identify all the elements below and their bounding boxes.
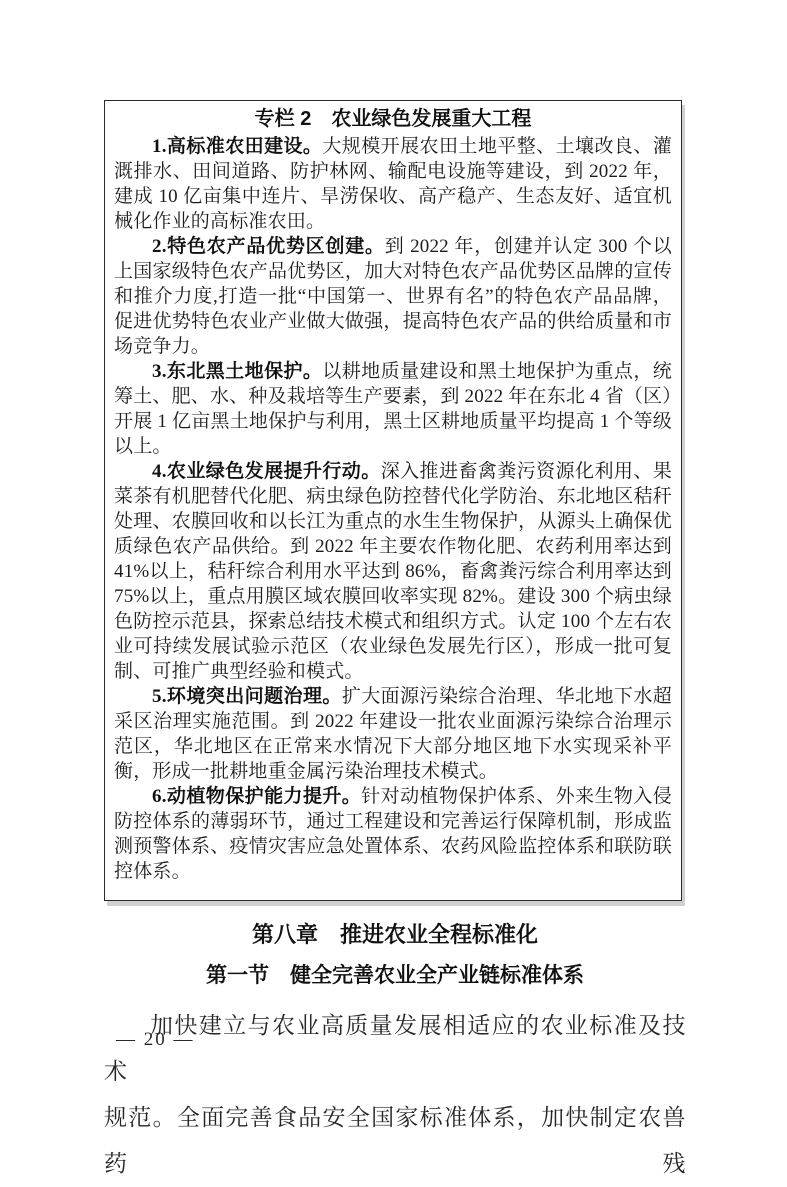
- box-item-5-text: 扩大面源污染综合治理、华北地下水超采区治理实施范围。到 2022 年建设一批农业面源污染综合治理示范区，华北地区在正常来水情况下大部分地区地下水实现采补平衡，形成一批耕地重金属污染治理技术模式。: [114, 686, 672, 782]
- box-item-5: [114, 684, 672, 784]
- body-line-1: 加快建立与农业高质量发展相适应的农业标准及技术: [104, 1013, 686, 1084]
- box-item-1-label: 1.高标准农田建设。: [152, 136, 323, 157]
- box-item-6-text: 针对动植物保护体系、外来生物入侵防控体系的薄弱环节，通过工程建设和完善运行保障机制，形成监测预警体系、疫情灾害应急处置体系、农药风险监控体系和联防联控体系。: [114, 786, 672, 882]
- box-title: 专栏 2 农业绿色发展重大工程: [254, 108, 532, 130]
- box-item-2: [114, 234, 672, 359]
- box-item-2-text: 到 2022 年，创建并认定 300 个以上国家级特色农产品优势区，加大对特色农产品优势区品牌的宣传和推介力度,打造一批“中国第一、世界有名”的特色农产品品牌，促进优势特色农业产业做大做强，提高特色农产品的供给质量和市场竞争力。: [114, 236, 672, 357]
- column-box: [104, 100, 682, 901]
- box-item-4-text: 深入推进畜禽粪污资源化利用、果菜茶有机肥替代化肥、病虫绿色防控替代化学防治、东北地区秸秆处理、农膜回收和以长江为重点的水生生物保护，从源头上确保优质绿色农产品供给。到 2022 年主要农作物化肥、农药利用率达到 41%以上，秸秆综合利用水平达到 86%，畜禽粪污综合利用率达到 75%以上，重点用膜区域农膜回收率实现 82%。建设 300 个病虫绿色防控示范县，探索总结技术模式和组织方式。认定 100 个左右农业可持续发展试验示范区（农业绿色发展先行区），形成一批可复制、可推广典型经验和模式。: [114, 461, 672, 682]
- box-item-3-label: 3.东北黑土地保护。: [152, 361, 323, 382]
- box-item-6-label: 6.动植物保护能力提升。: [152, 786, 362, 807]
- box-item-4-label: 4.农业绿色发展提升行动。: [152, 461, 381, 482]
- box-item-4: [114, 459, 672, 684]
- box-item-1-text: 大规模开展农田土地平整、土壤改良、灌溉排水、田间道路、防护林网、输配电设施等建设，到 2022 年，建成 10 亿亩集中连片、旱涝保收、高产稳产、生态友好、适宜机械化作业的高标准农田。: [114, 136, 672, 232]
- box-item-3: [114, 359, 672, 459]
- page-content: [104, 100, 686, 1187]
- box-item-2-label: 2.特色农产品优势区创建。: [152, 236, 385, 257]
- chapter-heading: 第八章 推进农业全程标准化: [251, 922, 538, 947]
- section-heading: 第一节 健全完善农业全产业链标准体系: [206, 963, 584, 987]
- body-line-2: 规范。全面完善食品安全国家标准体系，加快制定农兽药残: [104, 1105, 686, 1176]
- page-number: — 20 —: [116, 1029, 195, 1050]
- box-item-5-label: 5.环境突出问题治理。: [152, 686, 342, 707]
- box-item-3-text: 以耕地质量建设和黑土地保护为重点，统筹土、肥、水、种及栽培等生产要素，到 2022 年在东北 4 省（区）开展 1 亿亩黑土地保护与利用，黑土区耕地质量平均提高 1 个等级以上。: [114, 361, 673, 457]
- box-item-6: [114, 784, 672, 884]
- box-item-1: [114, 134, 672, 234]
